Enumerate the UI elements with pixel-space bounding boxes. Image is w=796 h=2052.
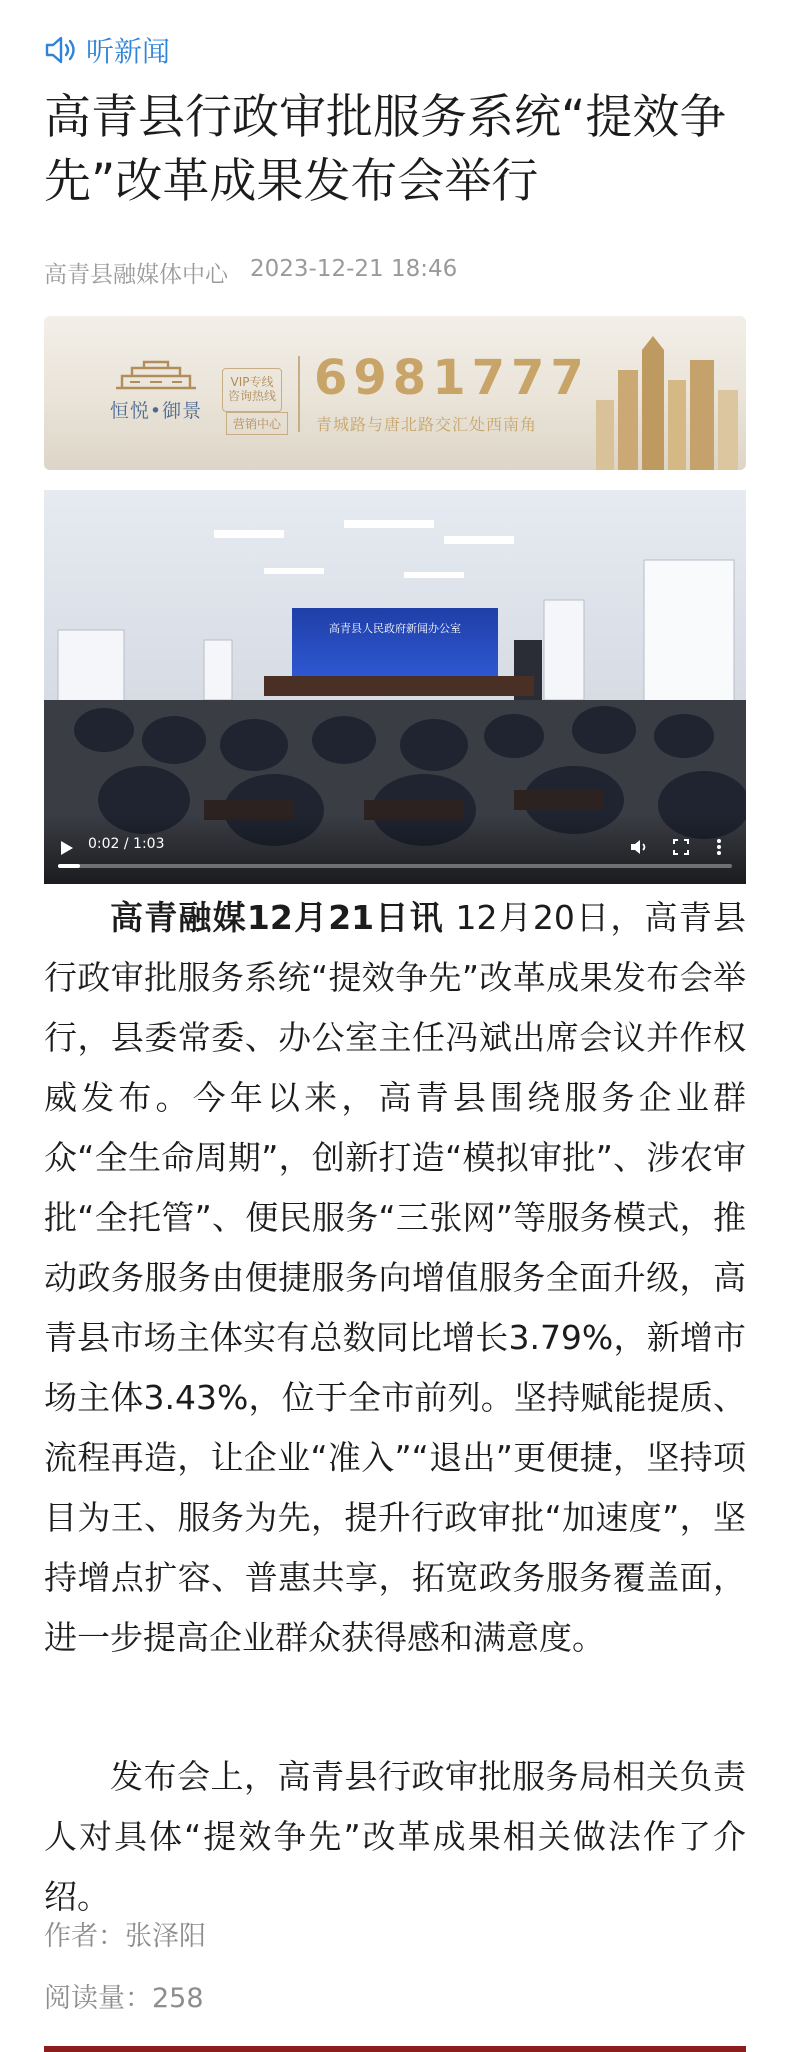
article-meta [44, 256, 457, 289]
banner-phone: 6981777 [314, 350, 590, 406]
bottom-divider-bar [44, 2046, 746, 2052]
building-logo-icon [110, 358, 202, 392]
article-paragraph-1-text: 12月20日，高青县行政审批服务系统“提效争先”改革成果发布会举行，县委常委、办公室主任冯斌出席会议并作权威发布。今年以来，高青县围绕服务企业群众“全生命周期”，创新打造“模拟审批”、涉农审批“全托管”、便民服务“三张网”等服务模式，推动政务服务由便捷服务向增值服务全面升级，高青县市场主体实有总数同比增长3.79%，新增市场主体3.43%，位于全市前列。坚持赋能提质、流程再造，让企业“准入”“退出”更便捷，坚持项目为王、服务为先，提升行政审批“加速度”，坚持增点扩容、普惠共享，拓宽政务服务覆盖面，进一步提高企业群众获得感和满意度。 [44, 898, 746, 1657]
listen-news-button[interactable] [44, 30, 170, 70]
article-author: 作者：张泽阳 [44, 1921, 206, 1952]
article-source: 高青县融媒体中心 [44, 262, 228, 288]
video-progress-bar[interactable] [58, 864, 732, 868]
article-datetime: 2023-12-21 18:46 [250, 256, 458, 282]
video-progress-fill [58, 864, 80, 868]
play-icon[interactable] [60, 840, 74, 856]
skyline-illustration [576, 330, 746, 470]
banner-address: 青城路与唐北路交汇处西南角 [316, 415, 538, 434]
speaker-icon [44, 34, 80, 66]
volume-icon[interactable] [628, 836, 650, 858]
video-time: 0:02 / 1:03 [88, 836, 165, 852]
banner-sales-label: 营销中心 [226, 412, 288, 435]
fullscreen-icon[interactable] [670, 836, 692, 858]
article-lead: 高青融媒12月21日讯 [110, 898, 444, 937]
article-reads: 阅读量：258 [44, 1983, 204, 2014]
video-player[interactable] [44, 490, 746, 884]
banner-divider [298, 356, 300, 432]
article-paragraph-2: 发布会上，高青县行政审批服务局相关负责人对具体“提效争先”改革成果相关做法作了介绍。 [44, 1757, 746, 1916]
more-options-icon[interactable] [708, 836, 730, 858]
listen-news-label: 听新闻 [86, 35, 171, 68]
video-screen-text: 高青县人民政府新闻办公室 [329, 622, 461, 635]
banner-brand: 恒悦•御景 [109, 400, 203, 422]
video-controls [44, 814, 746, 884]
banner-logo [106, 358, 206, 423]
article-title: 高青县行政审批服务系统“提效争先”改革成果发布会举行 [44, 90, 727, 209]
ad-banner[interactable] [44, 316, 746, 470]
article-paragraph-1 [44, 888, 746, 1668]
banner-phone-label: VIP专线 咨询热线 [222, 368, 282, 412]
